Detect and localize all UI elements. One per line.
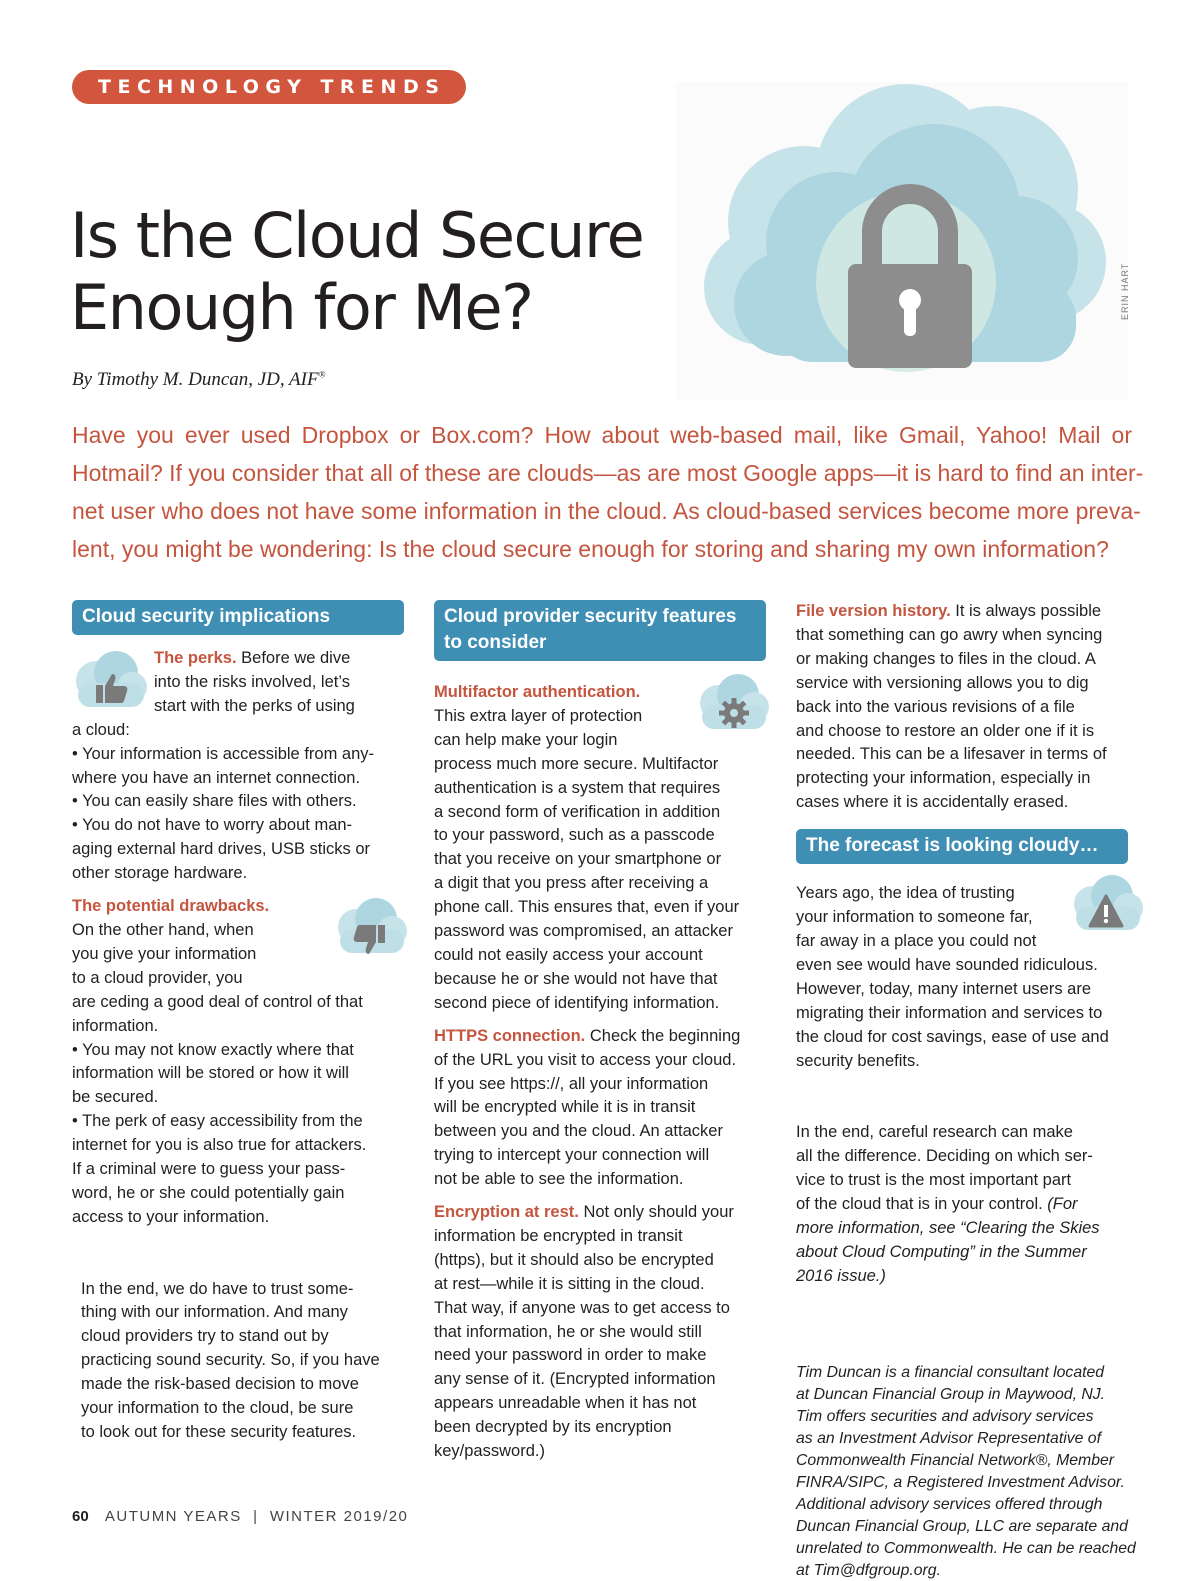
text-line: Tim offers securities and advisory services <box>796 1408 1094 1426</box>
https-heading: HTTPS connection. <box>434 1026 586 1045</box>
text-line: security benefits. <box>796 1051 920 1070</box>
text-line: key/password.) <box>434 1442 545 1461</box>
text-line: can help make your login <box>434 730 618 749</box>
deck-line: Have you ever used Dropbox or Box.com? How about web-based mail, like Gmail, Yahoo! Mail or <box>72 422 1132 448</box>
text-line: unrelated to Commonwealth. He can be reached <box>796 1539 1136 1557</box>
text-line: even see would have sounded ridiculous. <box>796 955 1098 974</box>
reference-text: (For <box>1042 1194 1078 1213</box>
text-line: at rest—while it is sitting in the cloud. <box>434 1274 705 1293</box>
text-line: migrating their information and services to <box>796 1003 1103 1022</box>
text-line: In the end, careful research can make <box>796 1123 1073 1142</box>
text-line: word, he or she could potentially gain <box>72 1183 345 1202</box>
text-line: of the URL you visit to access your cloud. <box>434 1050 737 1069</box>
text-line: needed. This can be a lifesaver in terms of <box>796 745 1107 764</box>
perks-bullets <box>72 743 404 886</box>
column-3 <box>796 600 1140 1581</box>
text-line: information. <box>72 1016 159 1035</box>
text-line: information be encrypted in transit <box>434 1226 683 1245</box>
text-line: cloud providers try to stand out by <box>81 1327 329 1346</box>
text-line: any sense of it. (Encrypted information <box>434 1370 716 1389</box>
cloud-thumbs-down-icon <box>330 897 410 959</box>
perks-heading: The perks. <box>154 649 237 667</box>
text-line: between you and the cloud. An attacker <box>434 1122 723 1141</box>
text-line: It is always possible <box>950 602 1102 620</box>
text-line: If a criminal were to guess your pass- <box>72 1160 346 1179</box>
text-line: FINRA/SIPC, a Registered Investment Advisor. <box>796 1473 1125 1491</box>
encryption-heading: Encryption at rest. <box>434 1203 579 1222</box>
text-line: that you receive on your smartphone or <box>434 850 722 869</box>
text-line: However, today, many internet users are <box>796 979 1092 998</box>
text-line: all the difference. Deciding on which ser- <box>796 1147 1093 1166</box>
text-line: your information to someone far, <box>796 908 1033 927</box>
text-line: • Your information is accessible from any- <box>72 744 374 763</box>
file-version-heading: File version history. <box>796 602 951 620</box>
text-line: not be able to see the information. <box>434 1170 684 1189</box>
text-line: On the other hand, when <box>72 920 254 939</box>
reference-text: about Cloud Computing” in the Summer <box>796 1242 1087 1261</box>
text-line: • You may not know exactly where that <box>72 1040 354 1059</box>
text-line: Years ago, the idea of trusting <box>796 884 1015 903</box>
text-line: (https), but it should also be encrypted <box>434 1250 714 1269</box>
text-line: because he or she would not have that <box>434 969 718 988</box>
deck-line: lent, you might be wondering: Is the cloud secure enough for storing and sharing my own information? <box>72 536 1109 562</box>
text-line: at Duncan Financial Group in Maywood, NJ. <box>796 1386 1106 1404</box>
section-header-provider-features <box>434 600 766 661</box>
text-line: trying to intercept your connection will <box>434 1146 710 1165</box>
reference-text: 2016 issue.) <box>796 1266 886 1285</box>
text-line: into the risks involved, let’s <box>154 672 350 691</box>
file-version-paragraph <box>796 600 1140 815</box>
text-line: to your password, such as a passcode <box>434 826 715 845</box>
text-line: a cloud: <box>72 720 130 739</box>
text-line: as an Investment Advisor Representative of <box>796 1430 1101 1448</box>
text-line: the cloud for cost savings, ease of use and <box>796 1027 1109 1046</box>
text-line: access to your information. <box>72 1207 270 1226</box>
text-line: Duncan Financial Group, LLC are separate and <box>796 1517 1128 1535</box>
text-line: authentication is a system that requires <box>434 778 721 797</box>
text-line: • You do not have to worry about man- <box>72 816 353 835</box>
text-line: that information, he or she would still <box>434 1322 702 1341</box>
header-line: to consider <box>444 632 547 653</box>
text-line: start with the perks of using <box>154 696 355 715</box>
text-line: This extra layer of protection <box>434 706 643 725</box>
text-line: to a cloud provider, you <box>72 968 243 987</box>
closing-paragraph <box>72 1230 404 1493</box>
text-line: a second form of verification in addition <box>434 802 721 821</box>
text-line: vice to trust is the most important part <box>796 1171 1072 1190</box>
text-line: need your password in order to make <box>434 1346 707 1365</box>
text-line: second piece of identifying information. <box>434 993 720 1012</box>
text-line: Tim Duncan is a financial consultant located <box>796 1364 1105 1382</box>
byline <box>72 369 325 391</box>
text-line: process much more secure. Multifactor <box>434 754 719 773</box>
text-line: service with versioning allows you to dig <box>796 673 1089 692</box>
text-line: internet for you is also true for attackers. <box>72 1136 367 1155</box>
magazine-issue: AUTUMN YEARS | WINTER 2019/20 <box>104 1508 409 1525</box>
text-line: Commonwealth Financial Network®, Member <box>796 1452 1115 1469</box>
photo-credit: ERIN HART <box>1120 262 1130 320</box>
article-title <box>70 200 690 344</box>
text-line: Additional advisory services offered through <box>796 1495 1103 1513</box>
text-line: far away in a place you could not <box>796 931 1037 950</box>
cloud-warning-icon <box>1066 874 1146 936</box>
cloud-lock-illustration <box>676 82 1128 400</box>
text-line: at Tim@dfgroup.org. <box>796 1561 941 1579</box>
text-line: If you see https://, all your information <box>434 1074 709 1093</box>
text-line: are ceding a good deal of control of that <box>72 992 363 1011</box>
text-line: been decrypted by its encryption <box>434 1418 672 1437</box>
reference-text: more information, see “Clearing the Skies <box>796 1218 1100 1237</box>
encryption-paragraph <box>434 1201 766 1464</box>
text-line: password was compromised, an attacker <box>434 922 733 941</box>
text-line: and choose to restore an older one if it is <box>796 721 1095 740</box>
text-line: appears unreadable when it has not <box>434 1394 697 1413</box>
text-line: your information to the cloud, be sure <box>81 1399 354 1418</box>
section-header-forecast: The forecast is looking cloudy… <box>796 829 1128 864</box>
text-line: or making changes to files in the cloud. A <box>796 649 1096 668</box>
text-line: back into the various revisions of a file <box>796 697 1075 716</box>
text-line: of the cloud that is in your control. <box>796 1194 1043 1213</box>
drawbacks-bullets <box>72 1039 404 1230</box>
text-line: other storage hardware. <box>72 864 248 883</box>
text-line: phone call. This ensures that, even if your <box>434 898 740 917</box>
text-line: where you have an internet connection. <box>72 768 361 787</box>
column-1 <box>72 600 404 1493</box>
text-line: Check the beginning <box>585 1026 741 1045</box>
author-bio <box>796 1362 1140 1581</box>
page-number: 60 <box>72 1508 89 1525</box>
text-line: Before we dive <box>236 649 351 667</box>
cloud-gear-icon <box>692 673 772 735</box>
text-line: thing with our information. And many <box>81 1303 348 1322</box>
https-paragraph <box>434 1025 766 1192</box>
text-line: aging external hard drives, USB sticks or <box>72 840 371 859</box>
deck-line: net user who does not have some information in the cloud. As cloud-based services become more preva- <box>72 498 1141 524</box>
deck-line: Hotmail? If you consider that all of these are clouds—as are most Google apps—it is hard to find an inter- <box>72 460 1144 486</box>
title-line-1: Is the Cloud Secure <box>70 199 644 272</box>
title-line-2: Enough for Me? <box>70 271 533 344</box>
text-line: you give your information <box>72 944 257 963</box>
text-line: That way, if anyone was to get access to <box>434 1298 730 1317</box>
text-line: protecting your information, especially in <box>796 769 1091 788</box>
cloud-thumbs-up-icon <box>66 647 150 711</box>
text-line: will be encrypted while it is in transit <box>434 1098 696 1117</box>
text-line: that something can go awry when syncing <box>796 625 1103 644</box>
text-line: could not easily access your account <box>434 945 703 964</box>
text-line: • The perk of easy accessibility from the <box>72 1112 363 1131</box>
mfa-heading: Multifactor authentication. <box>434 683 641 701</box>
text-line: cases where it is accidentally erased. <box>796 793 1069 812</box>
byline-text: By Timothy M. Duncan, JD, AIF <box>72 369 319 390</box>
text-line: be secured. <box>72 1088 159 1107</box>
text-line: In the end, we do have to trust some- <box>81 1279 354 1298</box>
column-2 <box>434 600 766 1464</box>
text-line: practicing sound security. So, if you have <box>81 1351 380 1370</box>
text-line: a digit that you press after receiving a <box>434 874 709 893</box>
registered-mark: ® <box>318 369 326 380</box>
section-kicker: TECHNOLOGY TRENDS <box>72 70 466 104</box>
text-line: Not only should your <box>578 1203 734 1222</box>
deck-paragraph <box>72 416 1144 568</box>
page-footer <box>72 1508 408 1525</box>
section-header-cloud-security: Cloud security implications <box>72 600 404 635</box>
text-line: • You can easily share files with others. <box>72 792 357 811</box>
closing-paragraph <box>796 1073 1140 1336</box>
header-line: Cloud provider security features <box>444 606 737 627</box>
text-line: to look out for these security features. <box>81 1423 357 1441</box>
text-line: information will be stored or how it will <box>72 1064 349 1083</box>
drawbacks-heading: The potential drawbacks. <box>72 897 270 916</box>
text-line: made the risk-based decision to move <box>81 1375 359 1394</box>
